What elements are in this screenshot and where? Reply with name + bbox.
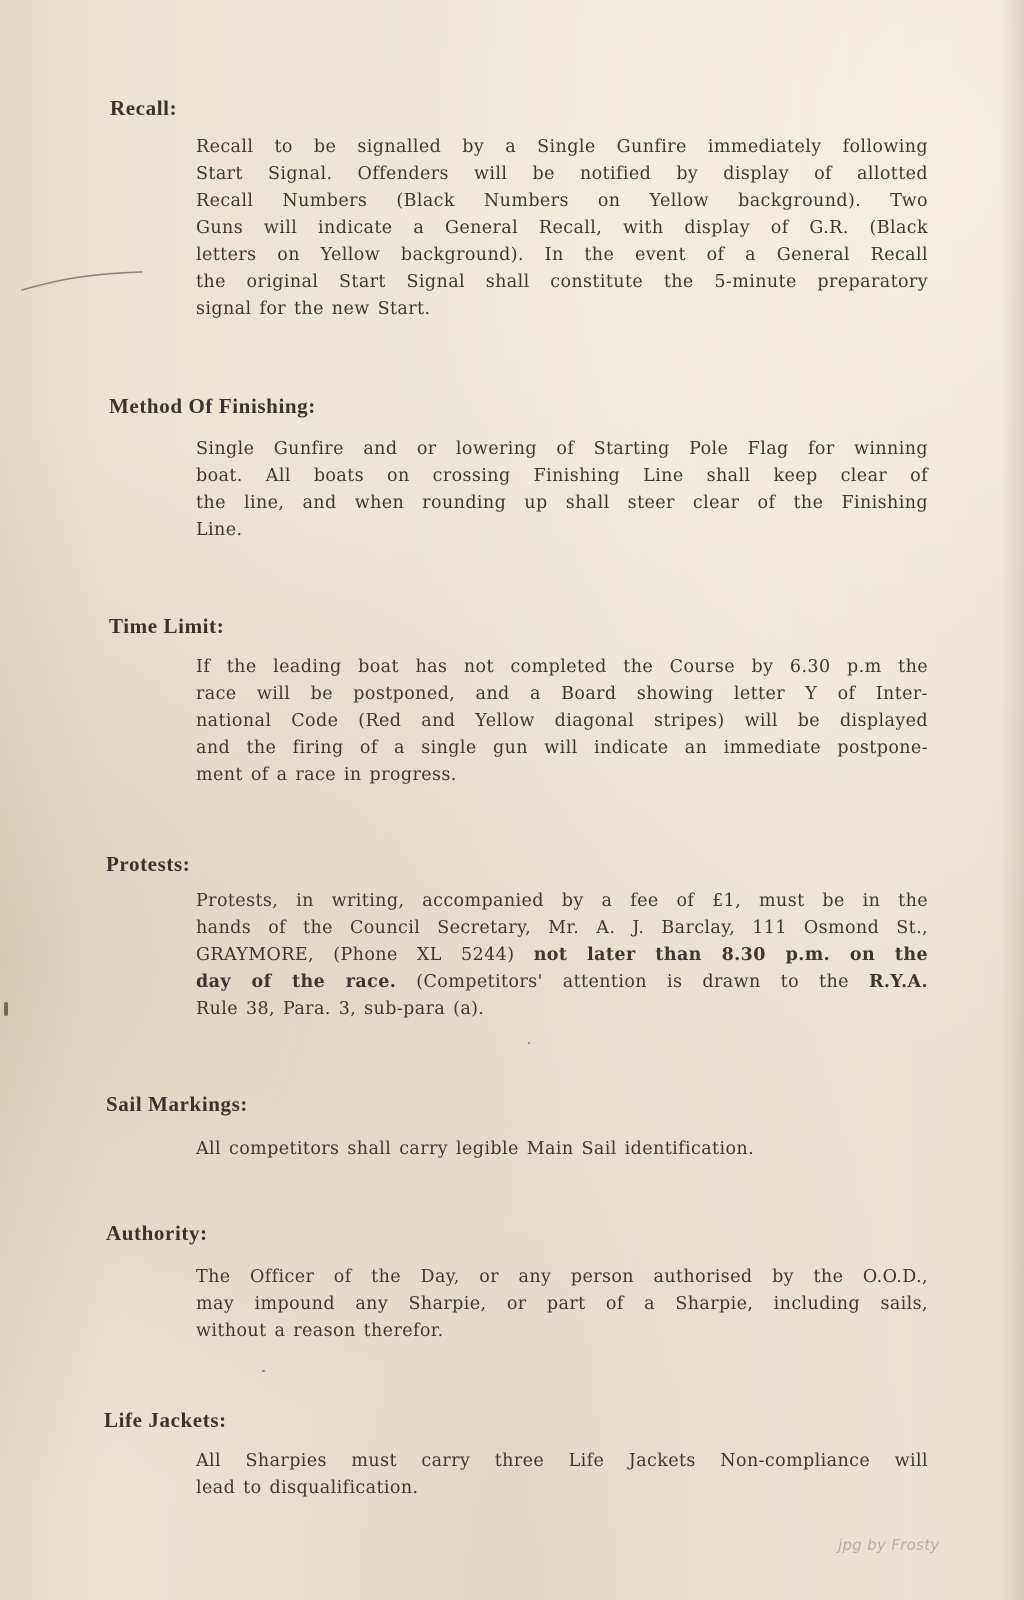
page-edge-shadow [1000,0,1024,1600]
text-line: Line. [196,520,243,540]
text-deadline: not later than 8.30 p.m. on the [533,945,928,965]
text-line: the line, and when rounding up shall steer clear of the Finishing [196,493,928,513]
text-competitors-note: (Competitors' attention is drawn to the [416,972,849,992]
text-rya: R.Y.A. [868,972,929,992]
text-line-day [196,969,928,996]
text-line: and the firing of a single gun will indicate an immediate postpone- [196,738,928,758]
text-line: signal for the new Start. [196,299,431,319]
text-line: the original Start Signal shall constitute the 5-minute preparatory [196,272,928,292]
section-heading: Protests: [106,852,191,876]
section-body [196,436,928,544]
text-line: without a reason therefor. [196,1321,444,1341]
text-line: If the leading boat has not completed the Course by 6.30 p.m the [196,657,928,677]
section-body [196,888,928,1023]
section-body [196,134,928,323]
section-heading: Sail Markings: [106,1092,248,1116]
paper-speck [262,1370,265,1372]
text-line: All Sharpies must carry three Life Jackets Non-compliance will [196,1451,928,1471]
section-heading: Method Of Finishing: [109,394,316,418]
text-line: All competitors shall carry legible Main Sail identification. [196,1139,755,1159]
text-day-of-race: day of the race. [196,972,397,992]
text-line: Rule 38, Para. 3, sub-para (a). [196,999,485,1019]
text-line: boat. All boats on crossing Finishing Line shall keep clear of [196,466,928,486]
text-line: letters on Yellow background). In the event of a General Recall [196,245,928,265]
section-body [196,1448,928,1502]
text-line: Recall to be signalled by a Single Gunfire immediately following [196,137,928,157]
text-line: Guns will indicate a General Recall, with display of G.R. (Black [196,218,928,238]
text-line: hands of the Council Secretary, Mr. A. J. Barclay, 111 Osmond St., [196,918,928,938]
text-line: Protests, in writing, accompanied by a fee of £1, must be in the [196,891,928,911]
text-line: may impound any Sharpie, or part of a Sharpie, including sails, [196,1294,928,1314]
section-heading: Time Limit: [109,614,225,638]
text-line: Start Signal. Offenders will be notified by display of allotted [196,164,928,184]
text-line: Single Gunfire and or lowering of Starting Pole Flag for winning [196,439,928,459]
section-heading: Recall: [110,96,178,120]
text-line: The Officer of the Day, or any person authorised by the O.O.D., [196,1267,928,1287]
text-line-phone [196,942,928,969]
section-heading: Authority: [106,1221,208,1245]
text-line: lead to disqualification. [196,1478,419,1498]
text-line: national Code (Red and Yellow diagonal stripes) will be displayed [196,711,928,731]
text-line: ment of a race in progress. [196,765,457,785]
text-line: race will be postponed, and a Board showing letter Y of Inter- [196,684,928,704]
text-line: Recall Numbers (Black Numbers on Yellow background). Two [196,191,928,211]
section-body [196,1264,928,1345]
text-phone-prefix: GRAYMORE, (Phone XL 5244) [196,945,515,965]
section-heading: Life Jackets: [104,1408,227,1432]
watermark-credit: jpg by Frosty [838,1536,940,1554]
paper-speck [528,1042,530,1044]
paper-speck [4,1002,8,1016]
section-body [196,654,928,789]
pencil-mark-icon [20,264,145,294]
section-body [196,1136,928,1163]
